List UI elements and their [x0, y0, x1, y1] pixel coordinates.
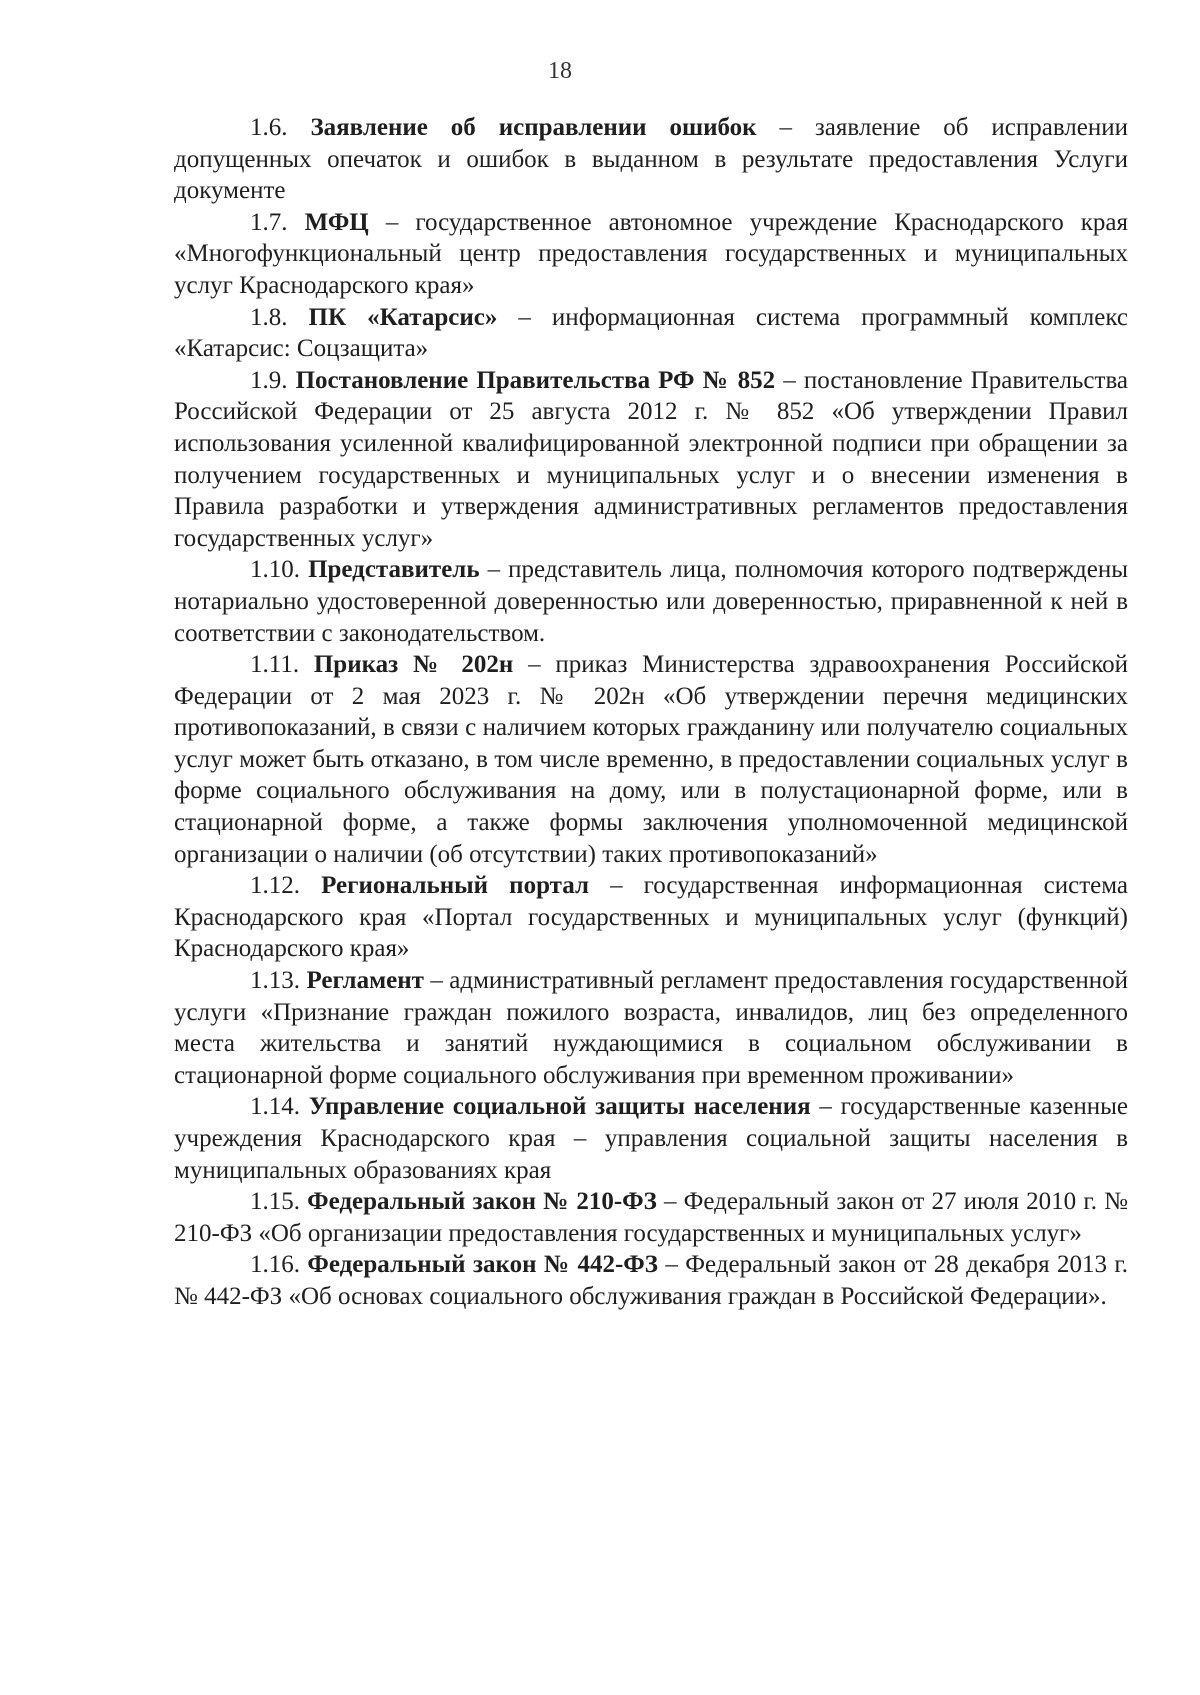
item-number: 1.11.: [250, 651, 300, 679]
item-number: 1.9.: [250, 366, 288, 394]
definition-item: [174, 302, 1128, 365]
item-text: – Федеральный закон от 27 июля 2010 г. № 210-ФЗ «Об организации предоставления государственных и муниципальных услуг»: [174, 1188, 1129, 1247]
item-number: 1.8.: [250, 303, 288, 331]
item-number: 1.16.: [250, 1251, 300, 1279]
item-text: – заявление об исправлении допущенных опечаток и ошибок в выданном в результате предоставления Услуги документе: [174, 114, 1128, 205]
item-term: Региональный портал: [321, 872, 589, 900]
definition-item: [174, 365, 1128, 555]
item-number: 1.6.: [250, 114, 288, 141]
item-number: 1.13.: [250, 967, 300, 995]
item-text: – информационная система программный комплекс «Катарсис: Соцзащита»: [174, 303, 1129, 363]
item-term: Заявление об исправлении ошибок: [310, 114, 757, 141]
definition-item: [174, 1186, 1128, 1249]
item-number: 1.15.: [250, 1188, 300, 1216]
item-term: Представитель: [308, 556, 480, 584]
item-term: ПК «Катарсис»: [308, 303, 498, 331]
item-term: МФЦ: [304, 208, 369, 236]
item-text: – постановление Правительства Российской Федерации от 25 августа 2012 г. № 852 «Об утверждении Правил использования усиленной квалифицированной электронной подписи при обращении за получением государственных и муниципальных услуг и о внесении изменения в Правила разработки и утверждения административных регламентов предоставления государственных услуг»: [174, 366, 1129, 552]
item-number: 1.7.: [250, 208, 288, 236]
definition-item: [174, 1091, 1128, 1186]
definition-item: [174, 207, 1128, 302]
item-text: – представитель лица, полномочия которого подтверждены нотариально удостоверенной доверенностью или доверенностью, приравненной к ней в соответствии с законодательством.: [174, 556, 1128, 647]
definition-item: [174, 870, 1128, 965]
item-text: – административный регламент предоставления государственной услуги «Признание граждан пожилого возраста, инвалидов, лиц без определенного места жительства и занятий нуждающимися в социальном обслуживании в стационарной форме социального обслуживания при временном проживании»: [174, 967, 1129, 1089]
item-text: – приказ Министерства здравоохранения Российской Федерации от 2 мая 2023 г. № 202н «Об утверждении перечня медицинских противопоказаний, в связи с наличием которых гражданину или получателю социальных услуг может быть отказано, в том числе временно, в предоставлении социальных услуг в форме социального обслуживания на дому, или в полустационарной форме, или в стационарной форме, а также формы заключения уполномоченной медицинской организации о наличии (об отсутствии) таких противопоказаний»: [174, 651, 1129, 868]
item-term: Федеральный закон № 210-ФЗ: [307, 1188, 657, 1216]
item-term: Регламент: [306, 967, 424, 995]
item-text: – государственное автономное учреждение Краснодарского края «Многофункциональный центр предоставления государственных и муниципальных услуг Краснодарского края»: [174, 208, 1128, 299]
page-number: 18: [548, 58, 572, 84]
definition-item: [174, 112, 1128, 207]
definition-item: [174, 649, 1128, 870]
item-term: Приказ № 202н: [313, 651, 514, 679]
item-text: – Федеральный закон от 28 декабря 2013 г. № 442-ФЗ «Об основах социального обслуживания граждан в Российской Федерации».: [174, 1251, 1129, 1310]
definition-item: [174, 554, 1128, 649]
item-text: – государственные казенные учреждения Краснодарского края – управления социальной защиты населения в муниципальных образованиях края: [174, 1093, 1128, 1184]
definitions-list: [174, 112, 1128, 1313]
item-term: Федеральный закон № 442-ФЗ: [307, 1251, 658, 1279]
item-term: Постановление Правительства РФ № 852: [295, 366, 776, 394]
item-term: Управление социальной защиты населения: [308, 1093, 811, 1121]
definition-item: [174, 1249, 1128, 1312]
definition-item: [174, 965, 1128, 1091]
item-number: 1.10.: [250, 556, 300, 584]
item-number: 1.14.: [250, 1093, 300, 1121]
item-number: 1.12.: [250, 872, 300, 900]
item-text: – государственная информационная система Краснодарского края «Портал государственных и муниципальных услуг (функций) Краснодарского края»: [174, 872, 1128, 963]
